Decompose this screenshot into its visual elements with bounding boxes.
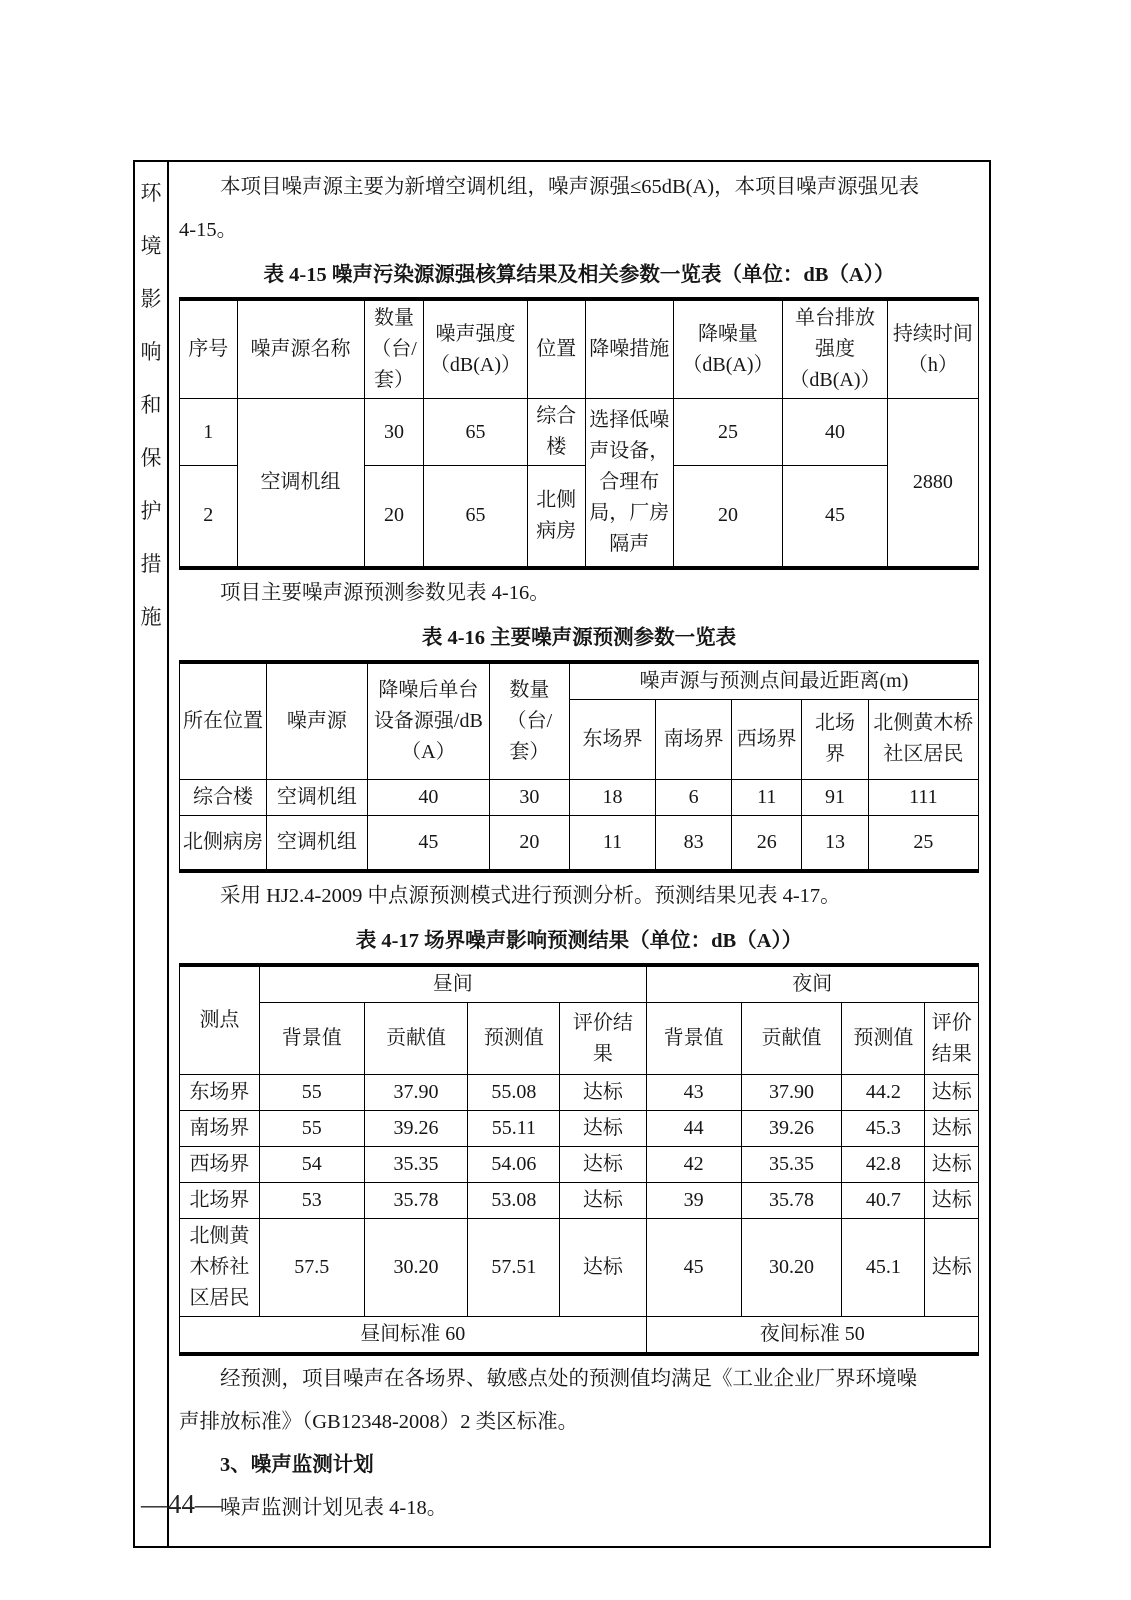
header-cell: 数量（台/套）	[489, 662, 569, 780]
data-cell-duration: 2880	[887, 399, 978, 568]
data-cell: 空调机组	[267, 779, 368, 815]
sidebar-char: 响	[140, 340, 162, 364]
header-cell: 噪声强度（dB(A)）	[424, 299, 527, 399]
data-cell: 北侧病房	[180, 815, 267, 871]
data-cell: 达标	[925, 1147, 979, 1183]
data-cell: 55.11	[468, 1111, 560, 1147]
sidebar-char: 影	[140, 287, 162, 311]
table-row	[180, 1111, 979, 1147]
data-cell: 2	[180, 466, 238, 568]
footer-cell-night-standard: 夜间标准 50	[646, 1317, 978, 1355]
data-cell: 57.5	[259, 1219, 364, 1317]
data-cell: 55.08	[468, 1075, 560, 1111]
data-cell: 达标	[560, 1183, 646, 1219]
data-cell: 30	[364, 399, 424, 466]
data-cell: 39.26	[364, 1111, 468, 1147]
data-cell: 北侧病房	[527, 466, 585, 568]
main-content	[169, 162, 989, 1546]
data-cell: 40.7	[842, 1183, 925, 1219]
data-cell: 55	[259, 1111, 364, 1147]
data-cell: 45	[783, 466, 888, 568]
sidebar-vertical-label	[135, 162, 169, 1546]
data-cell-noise-source: 空调机组	[237, 399, 364, 568]
footer-cell-day-standard: 昼间标准 60	[180, 1317, 647, 1355]
data-cell: 13	[802, 815, 868, 871]
data-cell: 20	[673, 466, 782, 568]
conclusion-line1: 经预测，项目噪声在各场界、敏感点处的预测值均满足《工业企业厂界环境噪	[220, 1368, 917, 1390]
conclusion-line2: 声排放标准》（GB12348-2008）2 类区标准。	[179, 1411, 579, 1433]
data-cell: 45.3	[842, 1111, 925, 1147]
header-cell: 北侧黄木桥社区居民	[868, 699, 978, 779]
data-cell: 45	[646, 1219, 741, 1317]
data-cell: 20	[364, 466, 424, 568]
header-cell: 降噪量（dB(A)）	[673, 299, 782, 399]
table-row	[180, 399, 979, 466]
data-cell: 11	[732, 779, 802, 815]
data-cell: 东场界	[180, 1075, 260, 1111]
data-cell: 35.35	[741, 1147, 842, 1183]
data-cell: 42.8	[842, 1147, 925, 1183]
header-cell-nighttime: 夜间	[646, 965, 978, 1003]
data-cell-measures: 选择低噪声设备，合理布局，厂房隔声	[585, 399, 673, 568]
data-cell: 37.90	[364, 1075, 468, 1111]
header-cell: 背景值	[646, 1003, 741, 1075]
data-cell: 26	[732, 815, 802, 871]
data-cell: 55	[259, 1075, 364, 1111]
sidebar-char: 措	[140, 552, 162, 576]
table-4-17-header-row2	[180, 1003, 979, 1075]
header-cell: 评价结果	[560, 1003, 646, 1075]
table-row	[180, 779, 979, 815]
data-cell: 57.51	[468, 1219, 560, 1317]
header-cell: 南场界	[656, 699, 732, 779]
data-cell: 6	[656, 779, 732, 815]
data-cell: 40	[367, 779, 489, 815]
data-cell: 45	[367, 815, 489, 871]
sidebar-char: 和	[140, 393, 162, 417]
table-row	[180, 1075, 979, 1111]
table-row	[180, 1219, 979, 1317]
header-cell: 贡献值	[741, 1003, 842, 1075]
sidebar-char: 境	[140, 234, 162, 258]
header-cell: 位置	[527, 299, 585, 399]
data-cell: 39	[646, 1183, 741, 1219]
data-cell: 北场界	[180, 1183, 260, 1219]
data-cell: 综合楼	[527, 399, 585, 466]
paragraph-after-t15: 项目主要噪声源预测参数见表 4-16。	[220, 581, 550, 604]
table-4-15-title: 表 4-15 噪声污染源源强核算结果及相关参数一览表（单位：dB（A））	[263, 264, 895, 286]
data-cell: 44	[646, 1111, 741, 1147]
sidebar-char: 环	[140, 181, 162, 205]
header-cell-daytime: 昼间	[259, 965, 646, 1003]
data-cell: 54	[259, 1147, 364, 1183]
data-cell: 42	[646, 1147, 741, 1183]
data-cell: 达标	[925, 1219, 979, 1317]
data-cell: 30.20	[364, 1219, 468, 1317]
table-4-16	[179, 660, 979, 874]
data-cell: 111	[868, 779, 978, 815]
document-frame	[133, 160, 991, 1548]
header-cell: 降噪措施	[585, 299, 673, 399]
data-cell: 35.78	[364, 1183, 468, 1219]
data-cell: 65	[424, 399, 527, 466]
section-heading: 3、噪声监测计划	[220, 1454, 374, 1476]
table-4-16-header-row1	[180, 662, 979, 700]
sidebar-char: 护	[140, 499, 162, 523]
header-cell: 单台排放强度（dB(A)）	[783, 299, 888, 399]
data-cell: 综合楼	[180, 779, 267, 815]
table-4-16-title: 表 4-16 主要噪声源预测参数一览表	[421, 626, 737, 649]
data-cell: 18	[569, 779, 655, 815]
header-cell: 背景值	[259, 1003, 364, 1075]
page-number: —44—	[141, 1489, 222, 1519]
data-cell: 空调机组	[267, 815, 368, 871]
data-cell: 30.20	[741, 1219, 842, 1317]
header-cell: 所在位置	[180, 662, 267, 780]
header-cell: 测点	[180, 965, 260, 1075]
data-cell: 达标	[925, 1111, 979, 1147]
data-cell: 达标	[560, 1075, 646, 1111]
data-cell: 45.1	[842, 1219, 925, 1317]
data-cell: 达标	[560, 1111, 646, 1147]
header-cell: 贡献值	[364, 1003, 468, 1075]
data-cell: 37.90	[741, 1075, 842, 1111]
sidebar-char: 施	[140, 605, 162, 629]
header-cell: 噪声源	[267, 662, 368, 780]
header-cell: 持续时间（h）	[887, 299, 978, 399]
data-cell: 44.2	[842, 1075, 925, 1111]
table-4-15	[179, 297, 979, 570]
table-4-17-title: 表 4-17 场界噪声影响预测结果（单位：dB（A））	[355, 930, 803, 952]
data-cell: 53	[259, 1183, 364, 1219]
paragraph-after-t16: 采用 HJ2.4-2009 中点源预测模式进行预测分析。预测结果见表 4-17。	[220, 885, 841, 907]
data-cell: 达标	[925, 1075, 979, 1111]
data-cell: 11	[569, 815, 655, 871]
header-cell: 东场界	[569, 699, 655, 779]
data-cell: 西场界	[180, 1147, 260, 1183]
table-4-17-footer-row	[180, 1317, 979, 1355]
header-cell: 数量（台/套）	[364, 299, 424, 399]
header-cell: 预测值	[842, 1003, 925, 1075]
data-cell: 65	[424, 466, 527, 568]
data-cell: 43	[646, 1075, 741, 1111]
data-cell: 达标	[925, 1183, 979, 1219]
data-cell: 25	[673, 399, 782, 466]
data-cell: 30	[489, 779, 569, 815]
data-cell: 40	[783, 399, 888, 466]
table-row	[180, 1147, 979, 1183]
data-cell: 达标	[560, 1147, 646, 1183]
header-cell: 北场界	[802, 699, 868, 779]
intro-paragraph-line1: 本项目噪声源主要为新增空调机组，噪声源强≤65dB(A)，本项目噪声源强见表	[220, 176, 920, 198]
header-cell: 预测值	[468, 1003, 560, 1075]
data-cell: 39.26	[741, 1111, 842, 1147]
table-row	[180, 1183, 979, 1219]
intro-paragraph-line2: 4-15。	[179, 219, 238, 241]
table-row	[180, 815, 979, 871]
header-cell: 序号	[180, 299, 238, 399]
closing-paragraph: 噪声监测计划见表 4-18。	[220, 1497, 448, 1519]
table-4-17	[179, 963, 979, 1356]
data-cell: 25	[868, 815, 978, 871]
table-4-15-header-row	[180, 299, 979, 399]
data-cell: 54.06	[468, 1147, 560, 1183]
data-cell: 53.08	[468, 1183, 560, 1219]
header-cell: 评价结果	[925, 1003, 979, 1075]
sidebar-char: 保	[140, 446, 162, 470]
data-cell: 北侧黄木桥社区居民	[180, 1219, 260, 1317]
header-cell: 降噪后单台设备源强/dB（A）	[367, 662, 489, 780]
data-cell: 83	[656, 815, 732, 871]
data-cell: 91	[802, 779, 868, 815]
header-cell: 噪声源名称	[237, 299, 364, 399]
header-cell-distance-group: 噪声源与预测点间最近距离(m)	[569, 662, 978, 700]
table-4-17-header-row1	[180, 965, 979, 1003]
data-cell: 达标	[560, 1219, 646, 1317]
data-cell: 35.78	[741, 1183, 842, 1219]
data-cell: 35.35	[364, 1147, 468, 1183]
data-cell: 南场界	[180, 1111, 260, 1147]
data-cell: 20	[489, 815, 569, 871]
data-cell: 1	[180, 399, 238, 466]
header-cell: 西场界	[732, 699, 802, 779]
